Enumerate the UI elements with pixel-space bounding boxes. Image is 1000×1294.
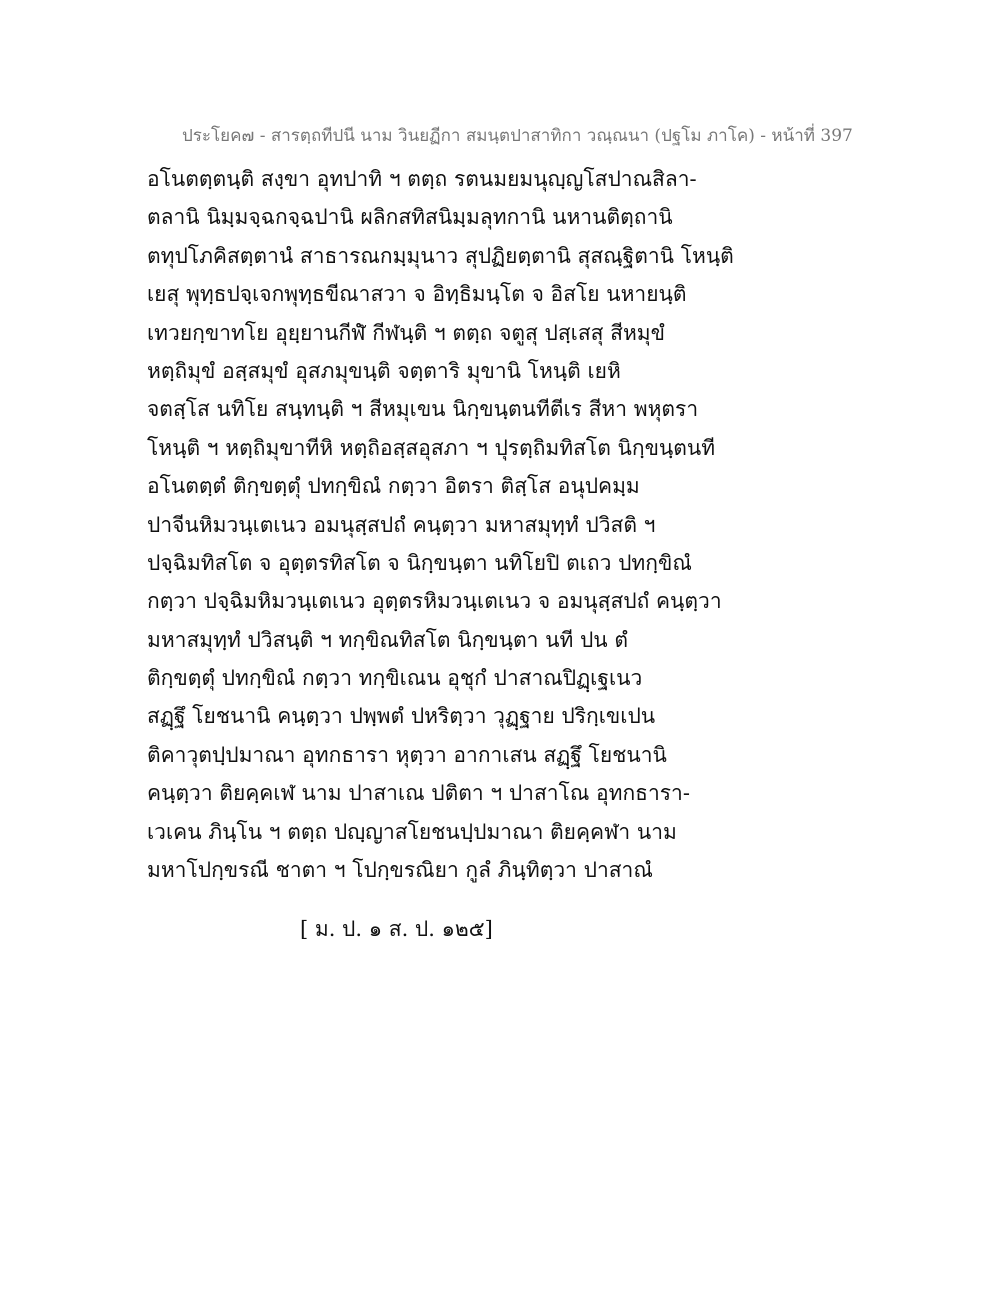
text-line: สฏฺฐึ โยชนานิ คนฺตฺวา ปพฺพตํ ปหริตฺวา วุฏฺฐาย ปริกฺเขเปน (147, 704, 656, 729)
text-line: มหาโปกฺขรณี ชาตา ฯ โปกฺขรณิยา กูลํ ภินฺทิตฺวา ปาสาณํ (147, 858, 653, 883)
body-text (147, 160, 847, 889)
text-line: อโนตตฺตํ ติกฺขตฺตุํ ปทกฺขิณํ กตฺวา อิตรา ติสฺโส อนุปคมฺม (147, 474, 640, 499)
text-line: ตทุปโภคิสตฺตานํ สาธารณกมฺมุนาว สุปฏิยตฺตานิ สุสณฺฐิตานิ โหนฺติ (147, 243, 734, 268)
text-line: เวเคน ภินฺโน ฯ ตตฺถ ปญฺญาสโยชนปฺปมาณา ติยคฺคฬา นาม (147, 819, 677, 844)
text-line: จตสฺโส นทิโย สนฺทนฺติ ฯ สีหมุเขน นิกฺขนฺตนทีตีเร สีหา พหุตรา (147, 397, 699, 422)
text-line: โหนฺติ ฯ หตฺถิมุขาทีหิ หตฺถิอสฺสอุสภา ฯ ปุรตฺถิมทิสโต นิกฺขนฺตนที (147, 435, 716, 460)
page-reference: [ ม. ป. ๑ ส. ป. ๑๒๕] (300, 917, 493, 941)
text-line: ปจฺฉิมทิสโต จ อุตฺตรทิสโต จ นิกฺขนฺตา นทิโยปิ ตเถว ปทกฺขิณํ (147, 550, 692, 575)
text-line: คนฺตฺวา ติยคฺคเฬ นาม ปาสาเณ ปติตา ฯ ปาสาโณ อุทกธารา- (147, 781, 690, 806)
text-line: ติคาวุตปฺปมาณา อุทกธารา หุตฺวา อากาเสน สฏฺฐึ โยชนานิ (147, 742, 667, 767)
text-line: เยสุ พุทฺธปจฺเจกพุทฺธขีณาสวา จ อิทฺธิมนฺโต จ อิสโย นหายนฺติ (147, 282, 687, 307)
text-line: ปาจีนหิมวนฺเตเนว อมนุสฺสปถํ คนฺตฺวา มหาสมุทฺทํ ปวิสติ ฯ (147, 512, 656, 537)
page-header: ประโยค๗ - สารตฺถทีปนี นาม วินยฏีกา สมนฺตปาสาทิกา วณฺณนา (ปฐโม ภาโค) - หน้าที่ 397 (182, 126, 853, 146)
text-line: ตลานิ นิมฺมจฺฉกจฺฉปานิ ผลิกสทิสนิมฺมลุทกานิ นหานติตฺถานิ (147, 205, 673, 230)
text-line: อโนตตฺตนฺติ สงฺขา อุทปาทิ ฯ ตตฺถ รตนมยมนุญฺญโสปาณสิลา- (147, 167, 697, 191)
text-line: เทวยกฺขาทโย อุยฺยานกีฬํ กีฬนฺติ ฯ ตตฺถ จตูสุ ปสฺเสสุ สีหมุขํ (147, 320, 665, 345)
text-line: กตฺวา ปจฺฉิมหิมวนฺเตเนว อุตฺตรหิมวนฺเตเนว จ อมนุสฺสปถํ คนฺตฺวา (147, 589, 722, 614)
text-line: ติกฺขตฺตุํ ปทกฺขิณํ กตฺวา ทกฺขิเณน อุชุกํ ปาสาณปิฏฺเฐเนว (147, 666, 643, 691)
text-line: มหาสมุทฺทํ ปวิสนฺติ ฯ ทกฺขิณทิสโต นิกฺขนฺตา นที ปน ตํ (147, 627, 628, 652)
text-line: หตฺถิมุขํ อสฺสมุขํ อุสภมุขนฺติ จตฺตาริ มุขานิ โหนฺติ เยหิ (147, 358, 621, 383)
